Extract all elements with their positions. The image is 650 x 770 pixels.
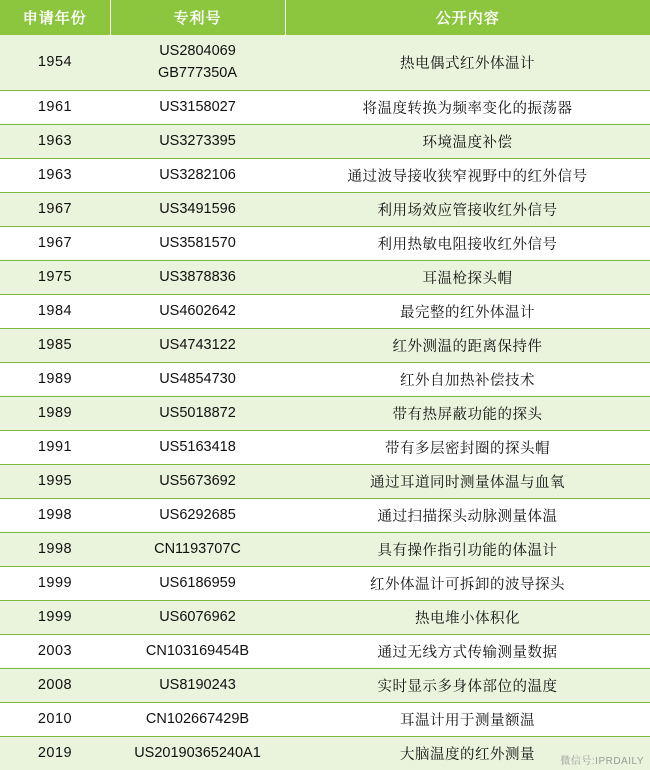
cell-year: 2019 — [0, 736, 110, 770]
cell-patent-number — [110, 600, 285, 634]
cell-disclosure: 利用热敏电阻接收红外信号 — [285, 226, 650, 260]
cell-disclosure: 耳温枪探头帽 — [285, 260, 650, 294]
cell-patent-number — [110, 158, 285, 192]
cell-disclosure: 通过扫描探头动脉测量体温 — [285, 498, 650, 532]
cell-year: 1967 — [0, 192, 110, 226]
patent-number: US4854730 — [159, 371, 236, 388]
table-row — [0, 35, 650, 90]
patent-number: US3581570 — [159, 235, 236, 252]
patent-number: CN103169454B — [145, 643, 250, 660]
patent-number: CN102667429B — [145, 711, 250, 728]
cell-patent-number — [110, 634, 285, 668]
cell-patent-number — [110, 294, 285, 328]
cell-disclosure: 大脑温度的红外测量 — [285, 736, 650, 770]
table-row — [0, 634, 650, 668]
cell-disclosure: 最完整的红外体温计 — [285, 294, 650, 328]
cell-patent-number — [110, 192, 285, 226]
cell-year: 1998 — [0, 498, 110, 532]
table-row — [0, 396, 650, 430]
cell-year: 1989 — [0, 396, 110, 430]
patent-number: US5018872 — [159, 405, 236, 422]
cell-disclosure: 热电堆小体积化 — [285, 600, 650, 634]
patent-number: US5163418 — [159, 439, 236, 456]
cell-patent-number — [110, 464, 285, 498]
watermark-text: 微信号:IPRDAILY — [560, 755, 644, 767]
table-row — [0, 498, 650, 532]
table-row — [0, 328, 650, 362]
patent-number: US3878836 — [159, 269, 236, 286]
cell-disclosure: 耳温计用于测量额温 — [285, 702, 650, 736]
cell-year: 1954 — [0, 35, 110, 90]
patent-number: US6186959 — [159, 575, 236, 592]
table-row — [0, 736, 650, 770]
patent-number: US4743122 — [159, 337, 236, 354]
cell-year: 1985 — [0, 328, 110, 362]
table-row — [0, 294, 650, 328]
header-row — [0, 0, 650, 35]
cell-disclosure: 热电偶式红外体温计 — [285, 35, 650, 90]
cell-year: 2008 — [0, 668, 110, 702]
patent-number: US2804069 — [159, 43, 236, 59]
patent-number: US6292685 — [159, 507, 236, 524]
cell-patent-number — [110, 702, 285, 736]
cell-patent-number — [110, 35, 285, 90]
cell-disclosure: 通过波导接收狭窄视野中的红外信号 — [285, 158, 650, 192]
cell-disclosure: 红外测温的距离保持件 — [285, 328, 650, 362]
cell-year: 1975 — [0, 260, 110, 294]
cell-year: 1999 — [0, 566, 110, 600]
cell-year: 1963 — [0, 124, 110, 158]
cell-disclosure: 将温度转换为频率变化的振荡器 — [285, 90, 650, 124]
cell-patent-number — [110, 668, 285, 702]
cell-disclosure: 通过无线方式传输测量数据 — [285, 634, 650, 668]
table-row — [0, 668, 650, 702]
patent-number: US6076962 — [159, 609, 236, 626]
cell-patent-number — [110, 260, 285, 294]
table-header — [0, 0, 650, 35]
cell-disclosure: 带有热屏蔽功能的探头 — [285, 396, 650, 430]
cell-disclosure: 环境温度补偿 — [285, 124, 650, 158]
patent-number: US3491596 — [159, 201, 236, 218]
cell-year: 2010 — [0, 702, 110, 736]
cell-disclosure: 红外自加热补偿技术 — [285, 362, 650, 396]
table-row — [0, 158, 650, 192]
cell-year: 1961 — [0, 90, 110, 124]
table-row — [0, 90, 650, 124]
cell-disclosure: 带有多层密封圈的探头帽 — [285, 430, 650, 464]
table-row — [0, 124, 650, 158]
table-row — [0, 226, 650, 260]
cell-disclosure: 红外体温计可拆卸的波导探头 — [285, 566, 650, 600]
table-body — [0, 35, 650, 770]
patent-number: CN1193707C — [154, 541, 241, 558]
table-row — [0, 600, 650, 634]
table-row — [0, 702, 650, 736]
column-header-disclosure: 公开内容 — [285, 0, 650, 35]
column-header-year: 申请年份 — [0, 0, 110, 35]
cell-patent-number — [110, 124, 285, 158]
cell-patent-number — [110, 328, 285, 362]
cell-patent-number — [110, 736, 285, 770]
table-row — [0, 430, 650, 464]
cell-patent-number — [110, 566, 285, 600]
cell-year: 1991 — [0, 430, 110, 464]
table-row — [0, 362, 650, 396]
cell-year: 1963 — [0, 158, 110, 192]
cell-disclosure: 实时显示多身体部位的温度 — [285, 668, 650, 702]
table-row — [0, 464, 650, 498]
patent-number: US5673692 — [159, 473, 236, 490]
cell-patent-number — [110, 498, 285, 532]
cell-year: 1989 — [0, 362, 110, 396]
cell-year: 1999 — [0, 600, 110, 634]
table-row — [0, 192, 650, 226]
cell-year: 1967 — [0, 226, 110, 260]
cell-year: 1995 — [0, 464, 110, 498]
table-row — [0, 566, 650, 600]
patent-number: US3273395 — [159, 133, 236, 150]
patent-number: US4602642 — [159, 303, 236, 320]
cell-patent-number — [110, 532, 285, 566]
patent-number: GB777350A — [157, 65, 237, 82]
column-header-patent-number: 专利号 — [110, 0, 285, 35]
patent-number: US3158027 — [159, 99, 236, 116]
cell-patent-number — [110, 362, 285, 396]
cell-patent-number — [110, 226, 285, 260]
cell-year: 1984 — [0, 294, 110, 328]
cell-disclosure: 通过耳道同时测量体温与血氧 — [285, 464, 650, 498]
cell-year: 1998 — [0, 532, 110, 566]
patent-number: US8190243 — [159, 677, 236, 694]
cell-year: 2003 — [0, 634, 110, 668]
cell-disclosure: 利用场效应管接收红外信号 — [285, 192, 650, 226]
patent-number: US20190365240A1 — [134, 745, 261, 762]
cell-patent-number — [110, 90, 285, 124]
patent-number: US3282106 — [159, 167, 236, 184]
cell-disclosure: 具有操作指引功能的体温计 — [285, 532, 650, 566]
table-row — [0, 260, 650, 294]
cell-patent-number — [110, 396, 285, 430]
cell-patent-number — [110, 430, 285, 464]
table-row — [0, 532, 650, 566]
